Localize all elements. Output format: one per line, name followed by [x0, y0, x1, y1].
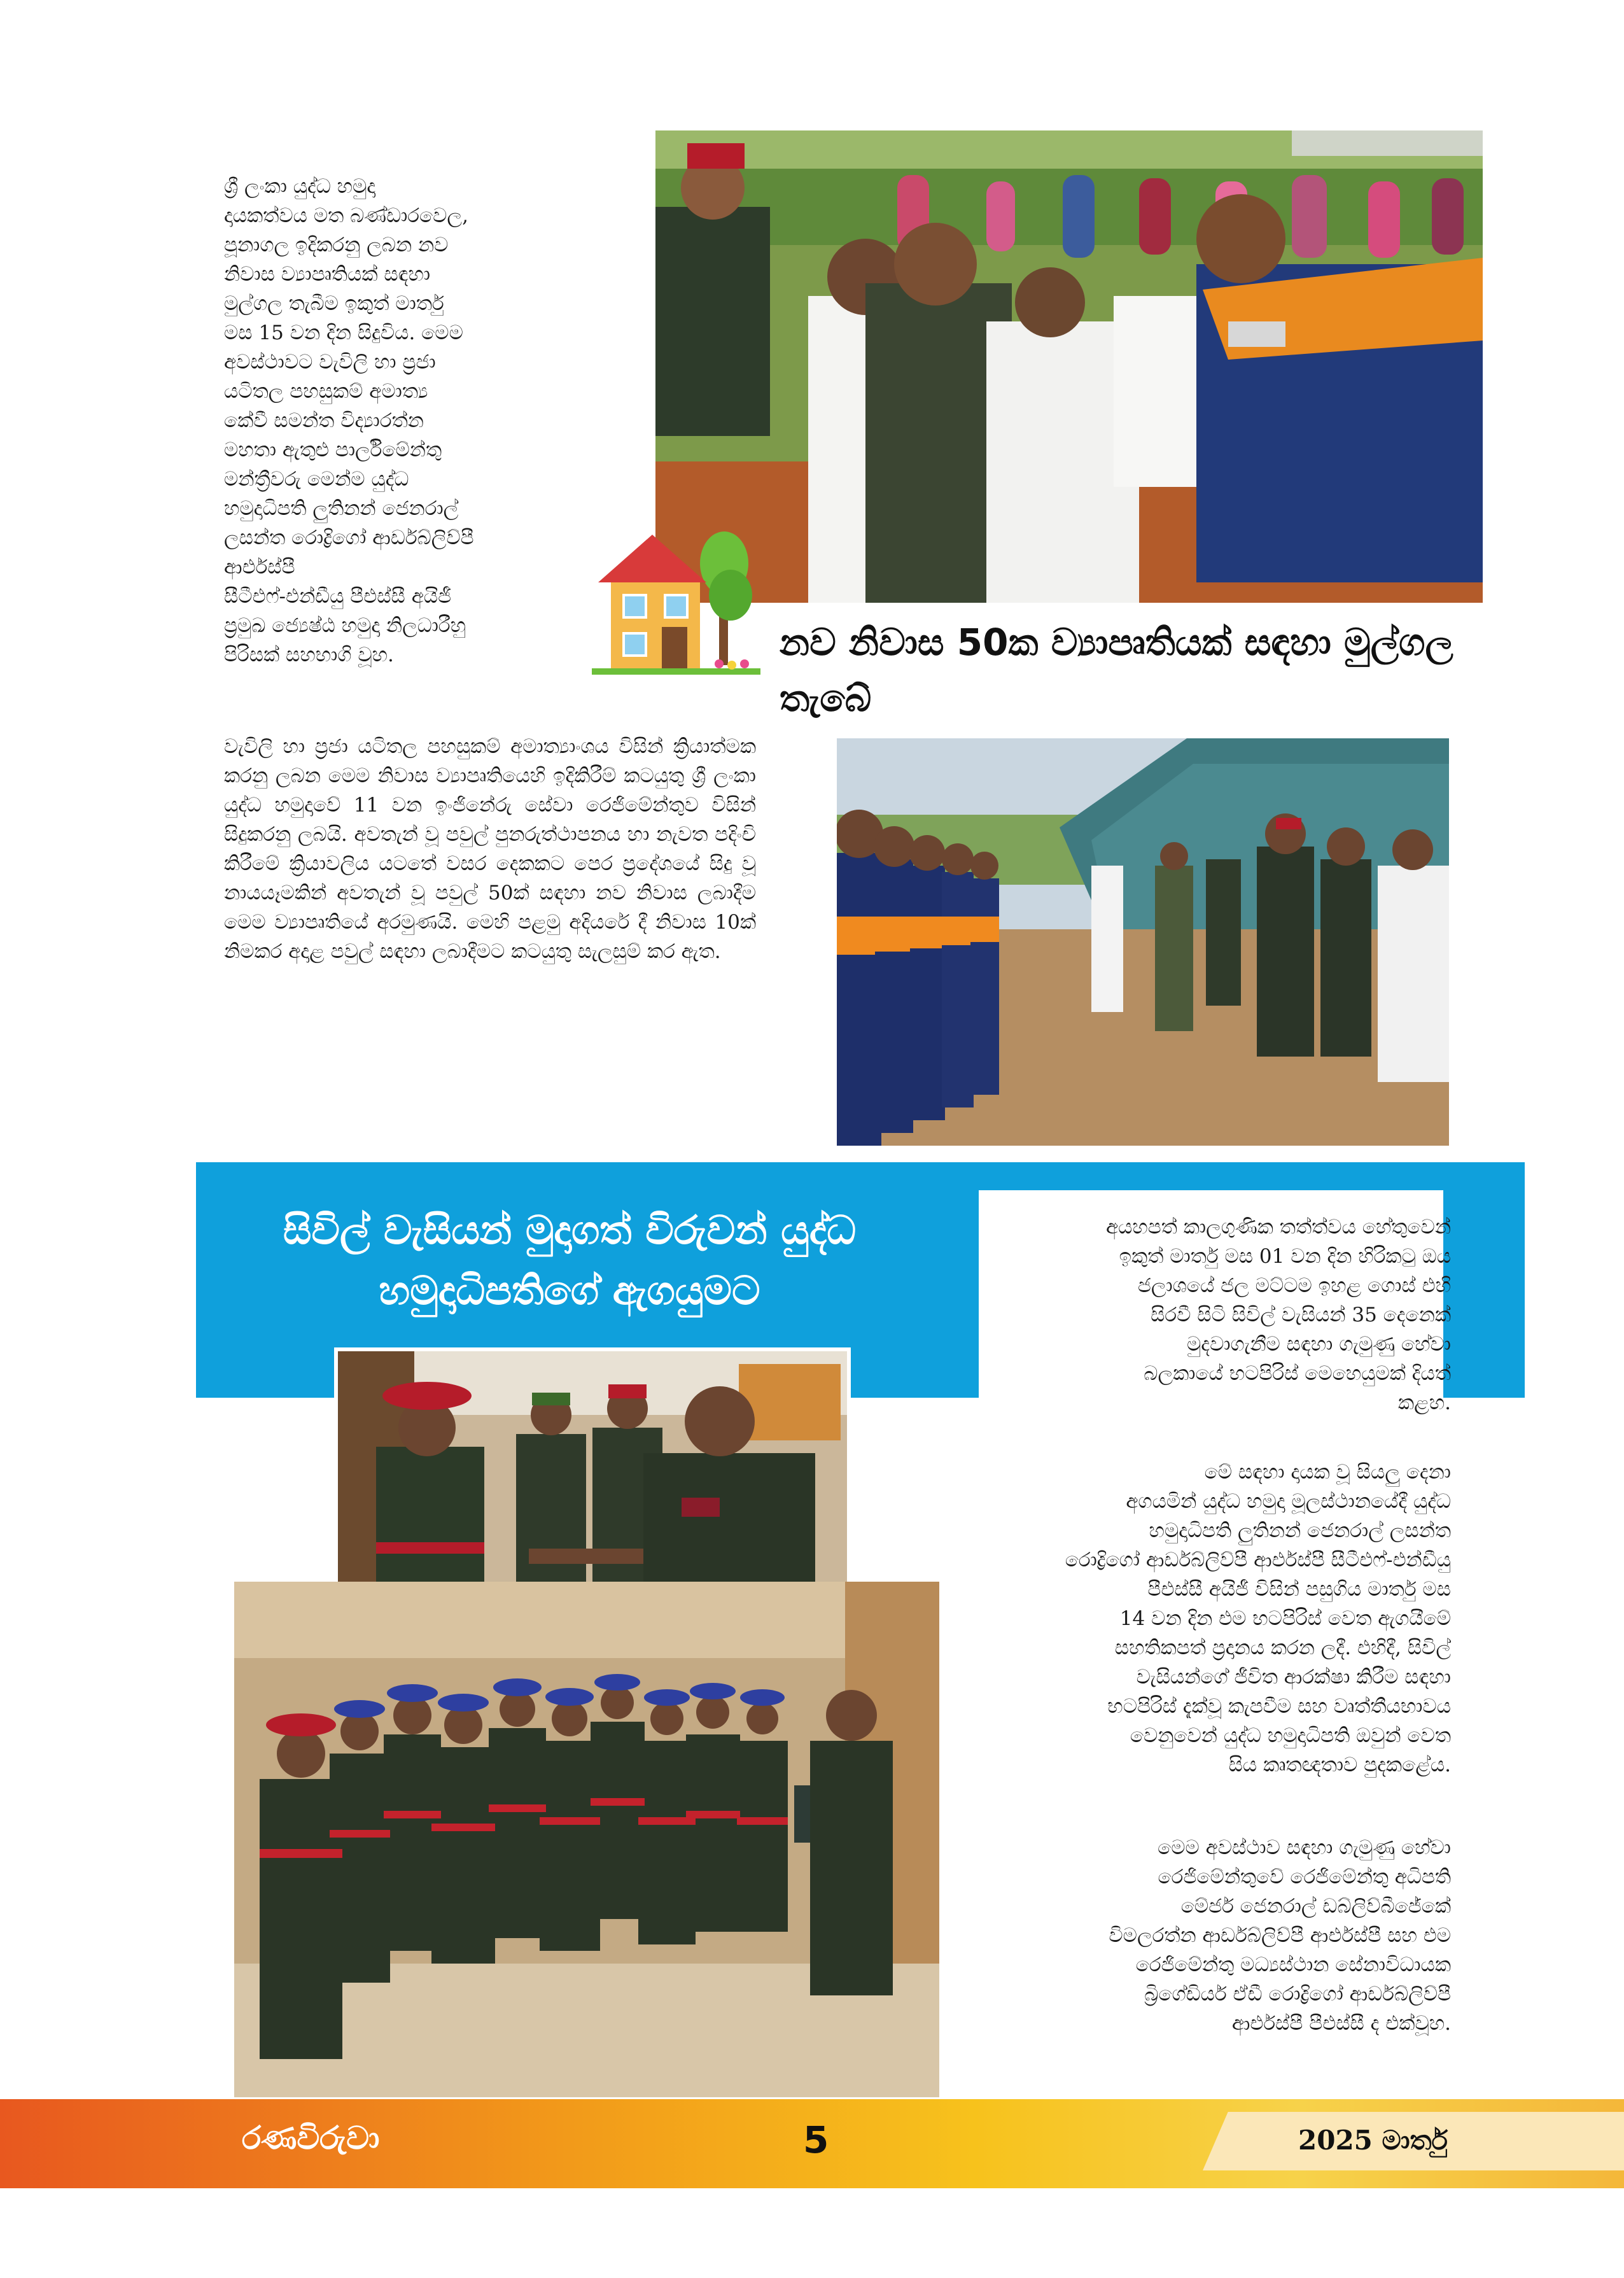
article2-para2: මේ සඳහා දායක වූ සියලු දෙනා අගයමින් යුද්ධ හමුදා මූලස්ථානයේදී යුද්ධ හමුදාධිපති ලුතිනන් ජෙනරාල් ලසන්ත රොද්‍රිගෝ ආර්ඩබ්ලිව්පී ආර්එස්පී සීටීඑෆ්-එන්ඩීයු පීඑස්සී අයිජී විසින් පසුගිය මාර්තු මස 14 වන දින එම භටපිරිස් වෙත ඇගයීමේ සහතිකපත් ප්‍රදානය කරන ලදී. එහිදී, සිවිල් වැසියන්ගේ ජීවිත ආරක්ෂා කිරීම සඳහා භටපිරිස් දැක්වූ කැපවීම සහ වෘත්තීයභාවය වෙනුවෙන් යුද්ධ හමුදාධිපති ඔවුන් වෙත සිය කෘතඥතාව පුදකළේය. — [1065, 1461, 1451, 1776]
article1-intro: ශ්‍රී ලංකා යුද්ධ හමුදා දායකත්වය මත බණ්ඩාරවෙල, පූනාගල ඉදිකරනු ලබන නව නිවාස ව්‍යාපෘතියක් සඳහා මුල්ගල තැබීම ඉකුත් මාර්තු මස 15 වන දින සිදුවිය. මෙම අවස්ථාවට වැවිලි හා ප්‍රජා යටිතල පහසුකම් අමාත්‍ය කේවී සමන්ත විද්‍යාරත්න මහතා ඇතුළු පාර්ලිමේන්තු මන්ත්‍රීවරු මෙන්ම යුද්ධ හමුදාධිපති ලුතිනන් ජෙනරාල් ලසන්ත රොද්‍රිගෝ ආර්ඩබ්ලිව්පී ආර්එස්පී සීටීඑෆ්-එන්ඩීයු පීඑස්සී අයිජී ප්‍රමුඛ ජ්‍යෙෂ්ඨ හමුදා නිලධාරීහු පිරිසක් සහභාගි වූහ. — [224, 175, 474, 666]
magazine-logo: රණවිරුවා — [242, 2120, 380, 2156]
issue-date: 2025 මාර්තු — [1298, 2125, 1448, 2156]
article1-headline: නව නිවාස 50ක ව්‍යාපෘතියක් සඳහා මුල්ගල තැබේ — [780, 621, 1453, 720]
group-honouring-photo — [234, 1582, 939, 2097]
site-inspection-photo — [837, 738, 1449, 1146]
article2-para3: මෙම අවස්ථාව සඳහා ගැමුණු හේවා රෙජිමේන්තුවේ රෙජිමේන්තු අධිපති මේජර් ජෙනරාල් ඩබ්ලිව්බීජේකේ විමලරත්න ආර්ඩබ්ලිව්පී ආර්එස්පී සහ එම රෙජිමේන්තු මධ්‍යස්ථාන සේනාවිධායක බ්‍රිගේඩියර් ඒඩී රොද්‍රිගෝ ආර්ඩබ්ලිව්පී ආර්එස්පී පීඑස්සී ද එක්වූහ. — [1109, 1836, 1451, 2035]
house-icon — [592, 512, 760, 681]
article2-headline: සිවිල් වැසියන් මුදාගත් විරුවන් යුද්ධ හමුදාධිපතිගේ ඇගයුමට — [283, 1207, 857, 1314]
article2-para1: අයහපත් කාලගුණික තත්ත්වය හේතුවෙන් ඉකුත් මාර්තු මස 01 වන දින හිරිකටු ඔය ජලාශයේ ජල මට්ටම ඉහළ ගොස් එහි සිරවී සිටි සිවිල් වැසියන් 35 දෙනෙක් මුදවාගැනීම සඳහා ගැමුණු හේවා බලකායේ භටපිරිස් මෙහෙයුමක් දියත් කළහ. — [1105, 1216, 1451, 1414]
page-number: 5 — [803, 2118, 829, 2162]
article1-body: වැවිලි හා ප්‍රජා යටිතල පහසුකම් අමාත්‍යාංශය විසින් ක්‍රියාත්මක කරනු ලබන මෙම නිවාස ව්‍යාපෘතියෙහි ඉදිකිරීම් කටයුතු ශ්‍රී ලංකා යුද්ධ හමුදාවේ 11 වන ඉංජිනේරු සේවා රෙජිමේන්තුව විසින් සිදුකරනු ලබයි. අවතැන් වූ පවුල් පුනරුත්ථාපනය හා නැවත පදිංචි කිරීමේ ක්‍රියාවලිය යටතේ වසර දෙකකට පෙර ප්‍රදේශයේ සිදු වූ නායයෑමකින් අවතැන් වූ පවුල් 50ක් සඳහා නව නිවාස ලබාදීම මෙම ව්‍යාපෘතියේ අරමුණයි. මෙහි පළමු අදියරේ දී නිවාස 10ක් නිමකර අදාළ පවුල් සඳහා ලබාදීමට කටයුතු සැලසුම් කර ඇත. — [224, 735, 756, 963]
foundation-ceremony-photo — [655, 130, 1483, 603]
